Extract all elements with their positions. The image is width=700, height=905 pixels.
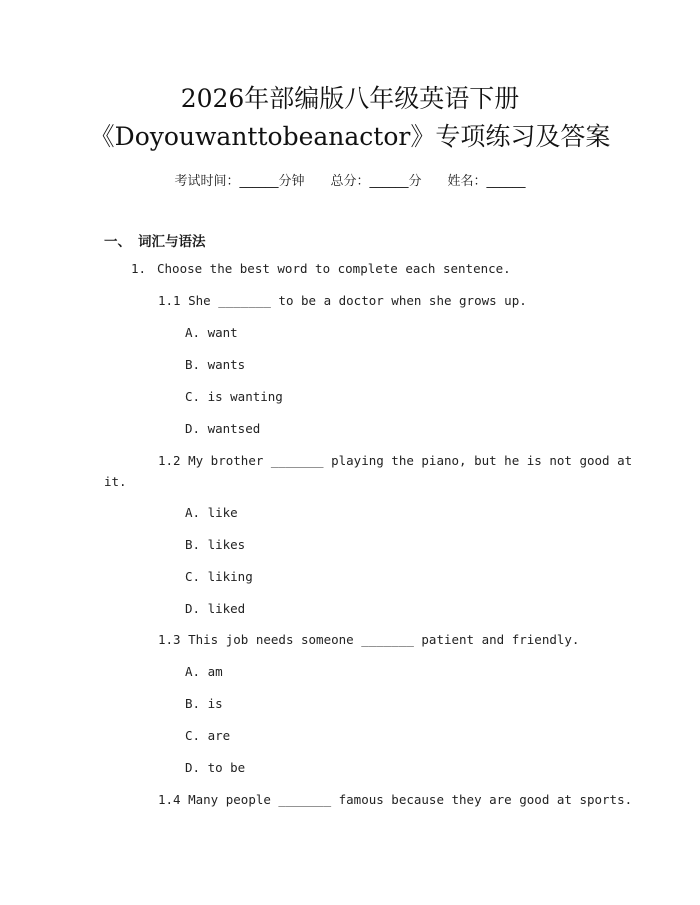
section-heading: [104, 230, 206, 250]
sub-question-number: 1.1: [158, 293, 181, 308]
option-1-1-a: A. want: [185, 325, 238, 340]
option-1-1-c: C. is wanting: [185, 389, 283, 404]
sub-question-number: 1.3: [158, 632, 181, 647]
option-1-3-d: D. to be: [185, 760, 246, 775]
option-1-2-d: D. liked: [185, 601, 246, 616]
sub-question-text: Many people _______ famous because they are good at sports.: [188, 792, 633, 807]
option-1-3-a: A. am: [185, 664, 223, 679]
section-number: 一、: [104, 234, 131, 250]
sub-question-number: 1.4: [158, 792, 181, 807]
option-1-2-a: A. like: [185, 505, 238, 520]
section-title: 词汇与语法: [138, 234, 206, 250]
sub-question-text: She _______ to be a doctor when she grows up.: [188, 293, 527, 308]
option-1-1-b: B. wants: [185, 357, 246, 372]
sub-question-1-1: [158, 295, 527, 308]
total-score-field: 总分：______分: [330, 174, 422, 189]
question-number: 1.: [131, 261, 147, 276]
document-title-line-2: 《Doyouwanttobeanactor》专项练习及答案: [89, 122, 611, 151]
exam-info-line: [0, 170, 700, 189]
sub-question-1-4: [158, 794, 632, 807]
option-1-3-c: C. are: [185, 728, 231, 743]
option-1-1-d: D. wantsed: [185, 421, 261, 436]
sub-question-1-3: [158, 634, 579, 647]
student-name-field: 姓名：______: [447, 174, 526, 189]
question-instruction: [131, 263, 511, 276]
sub-question-text: My brother _______ playing the piano, but he is not good at: [188, 453, 633, 468]
exam-time-field: 考试时间：______分钟: [174, 174, 305, 189]
sub-question-1-2-continuation: it.: [104, 474, 127, 489]
document-title-line-1: 2026年部编版八年级英语下册: [180, 84, 520, 113]
option-1-3-b: B. is: [185, 696, 223, 711]
sub-question-text: This job needs someone _______ patient and friendly.: [188, 632, 580, 647]
sub-question-number: 1.2: [158, 453, 181, 468]
option-1-2-c: C. liking: [185, 569, 253, 584]
option-1-2-b: B. likes: [185, 537, 246, 552]
question-instruction-text: Choose the best word to complete each sentence.: [157, 261, 511, 276]
sub-question-1-2: [158, 455, 632, 468]
